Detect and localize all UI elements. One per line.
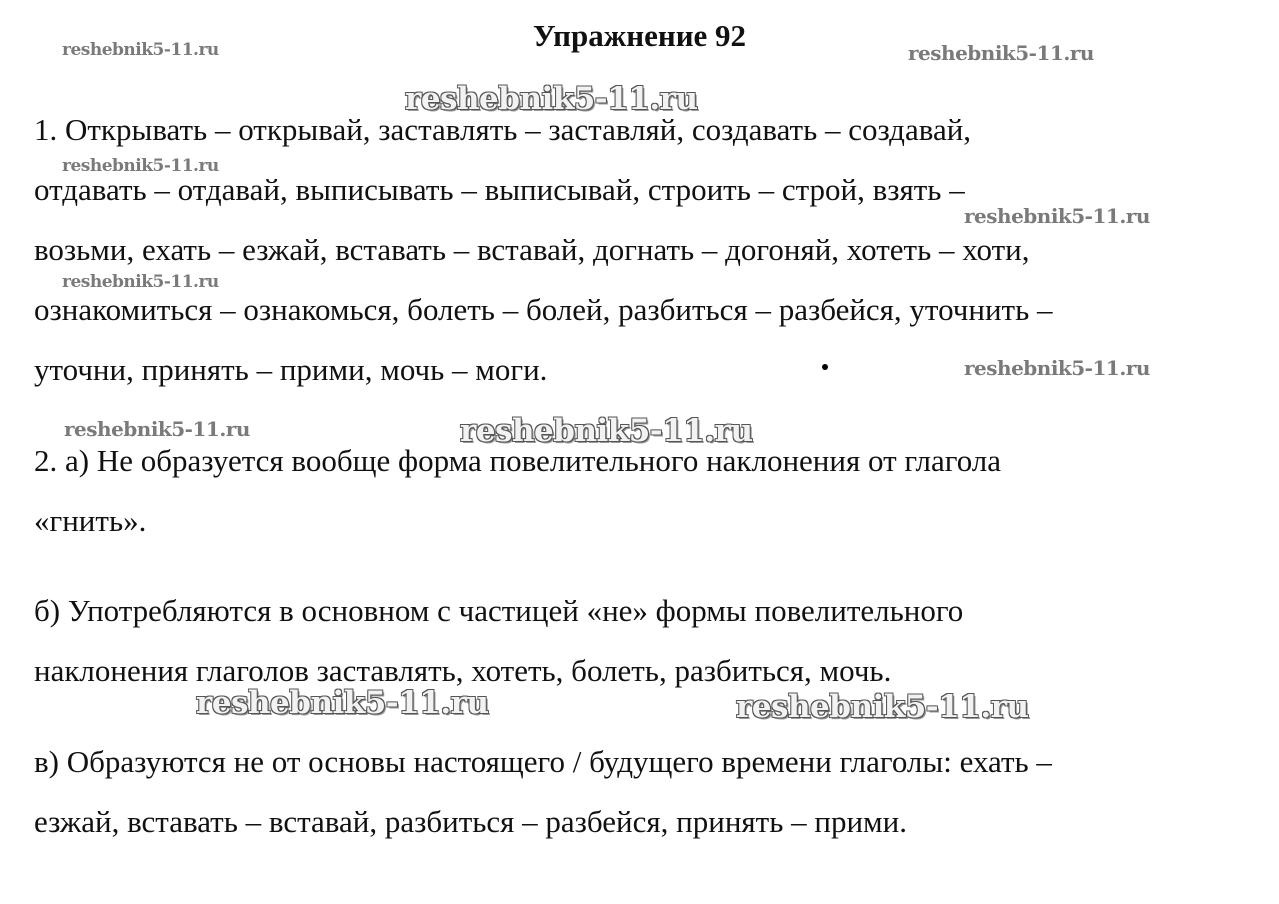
text-line: езжай, вставать – вставай, разбиться – разбейся, принять – прими. bbox=[34, 804, 907, 839]
watermark: reshebnik5-11.ru bbox=[64, 417, 250, 441]
text-line: в) Образуются не от основы настоящего / будущего времени глаголы: ехать – bbox=[34, 744, 1052, 779]
watermark: reshebnik5-11.ru bbox=[964, 356, 1150, 380]
text-line: уточни, принять – прими, мочь – моги. bbox=[34, 352, 548, 387]
text-line: «гнить». bbox=[34, 503, 147, 538]
text-line: 2. а) Не образуется вообще форма повелительного наклонения от глагола bbox=[34, 443, 1002, 478]
text-line: возьми, ехать – езжай, вставать – вставай, догнать – догоняй, хотеть – хоти, bbox=[34, 232, 1030, 267]
watermark: reshebnik5-11.ru bbox=[964, 204, 1150, 228]
stray-dot bbox=[822, 364, 828, 370]
watermark: reshebnik5-11.ru bbox=[62, 40, 219, 60]
text-line: 1. Открывать – открывай, заставлять – заставляй, создавать – создавай, bbox=[34, 112, 972, 147]
text-line: ознакомиться – ознакомься, болеть – болей, разбиться – разбейся, уточнить – bbox=[34, 292, 1053, 327]
watermark: reshebnik5-11.ru bbox=[908, 41, 1094, 65]
text-line: отдавать – отдавай, выписывать – выписывай, строить – строй, взять – bbox=[34, 172, 965, 207]
watermark: reshebnik5-11.ru bbox=[460, 413, 753, 449]
watermark: reshebnik5-11.ru bbox=[62, 272, 219, 292]
exercise-title: Упражнение 92 bbox=[532, 18, 747, 53]
watermark: reshebnik5-11.ru bbox=[405, 81, 698, 117]
watermark: reshebnik5-11.ru bbox=[196, 685, 489, 721]
watermark: reshebnik5-11.ru bbox=[736, 689, 1029, 725]
text-line: наклонения глаголов заставлять, хотеть, болеть, разбиться, мочь. bbox=[34, 653, 892, 688]
watermark: reshebnik5-11.ru bbox=[62, 156, 219, 176]
text-line: б) Употребляются в основном с частицей «не» формы повелительного bbox=[34, 593, 964, 628]
